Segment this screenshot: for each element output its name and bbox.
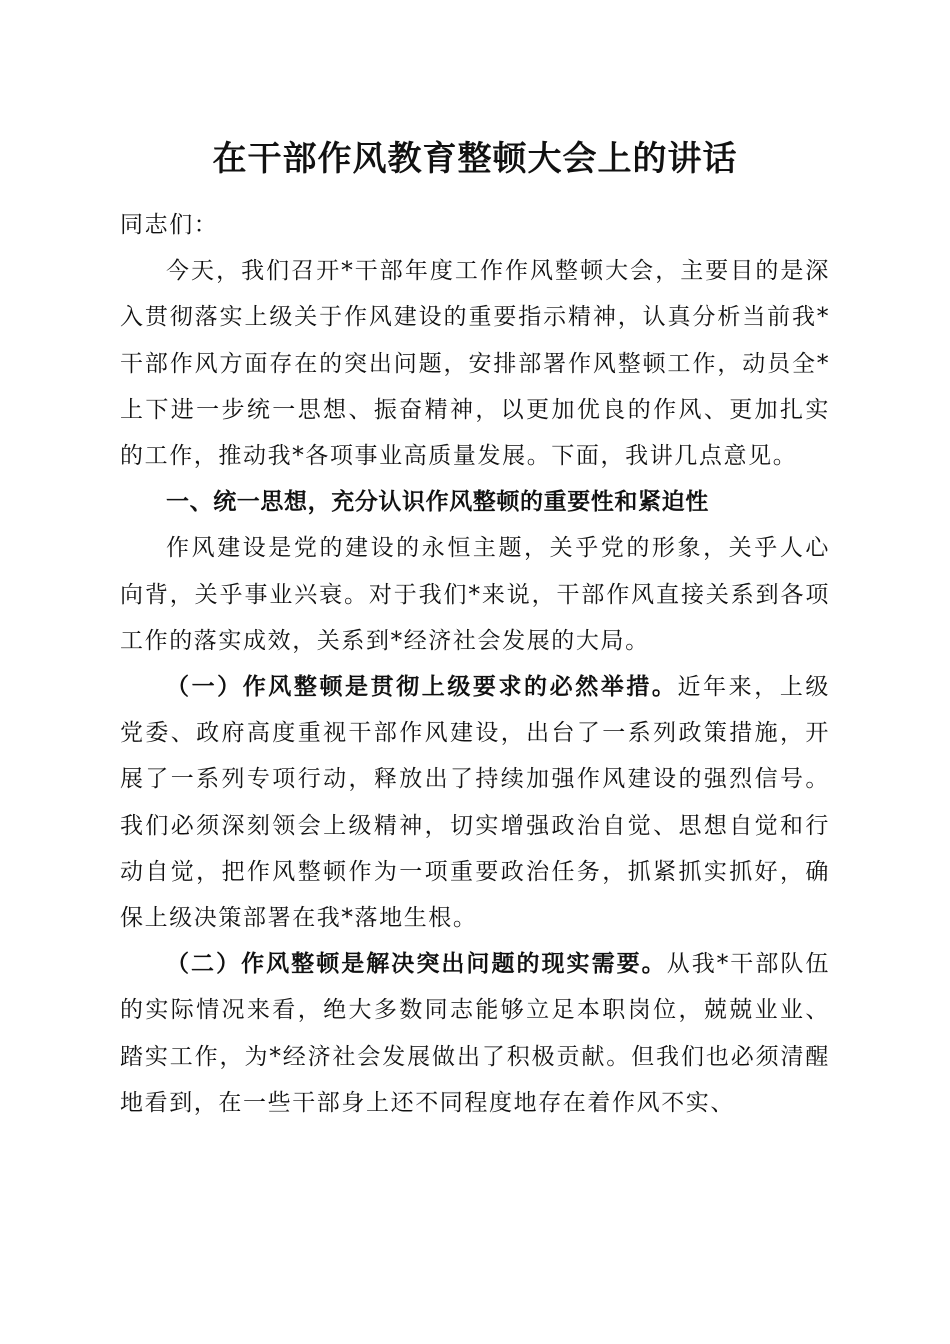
point-2-text: 从我*干部队伍的实际情况来看，绝大多数同志能够立足本职岗位，兢兢业业、踏实工作，为*经济社会发展做出了积极贡献。但我们也必须清醒地看到，在一些干部身上还不同程度地存在着作风不实、: [120, 951, 831, 1116]
point-2-paragraph: [120, 941, 830, 1126]
section-heading-1: 一、统一思想，充分认识作风整顿的重要性和紧迫性: [166, 489, 709, 516]
point-1-heading: （一）作风整顿是贯彻上级要求的必然举措。: [166, 673, 678, 701]
point-1-paragraph: [120, 664, 830, 941]
section-1-paragraph: 作风建设是党的建设的永恒主题，关乎党的形象，关乎人心向背，关乎事业兴衰。对于我们*来说，干部作风直接关系到各项工作的落实成效，关系到*经济社会发展的大局。: [120, 535, 830, 654]
intro-paragraph: 今天，我们召开*干部年度工作作风整顿大会，主要目的是深入贯彻落实上级关于作风建设的重要指示精神，认真分析当前我*干部作风方面存在的突出问题，安排部署作风整顿工作，动员全*上下进一步统一思想、振奋精神，以更加优良的作风、更加扎实的工作，推动我*各项事业高质量发展。下面，我讲几点意见。: [120, 258, 830, 470]
point-1-text: 近年来，上级党委、政府高度重视干部作风建设，出台了一系列政策措施，开展了一系列专项行动，释放出了持续加强作风建设的强烈信号。我们必须深刻领会上级精神，切实增强政治自觉、思想自觉和行动自觉，把作风整顿作为一项重要政治任务，抓紧抓实抓好，确保上级决策部署在我*落地生根。: [120, 674, 830, 932]
salutation: 同志们：: [120, 212, 219, 238]
document-body: [120, 202, 830, 1126]
document-title: 在干部作风教育整顿大会上的讲话: [212, 139, 738, 179]
point-2-heading: （二）作风整顿是解决突出问题的现实需要。: [166, 950, 667, 978]
